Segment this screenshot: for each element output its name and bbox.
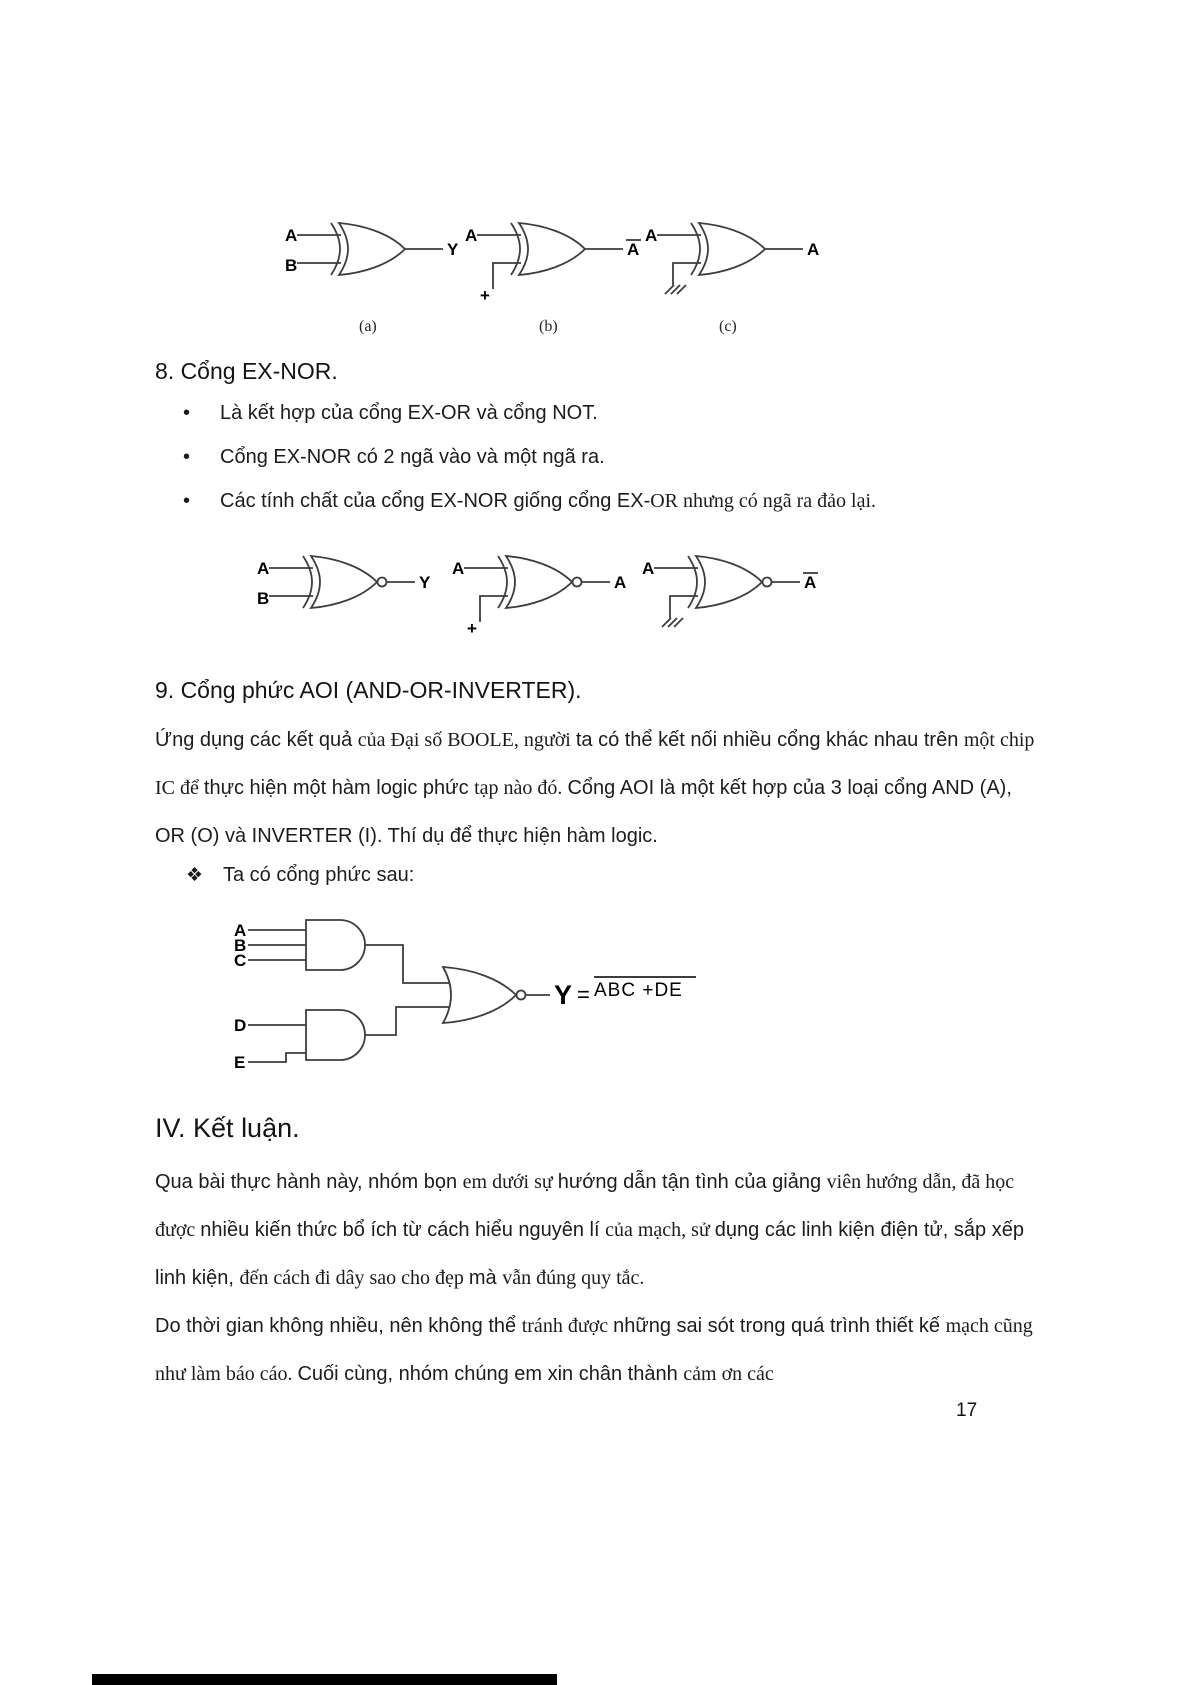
text-run: mà [468, 1267, 503, 1289]
and-gate-shape [306, 1010, 365, 1060]
text-run: Qua bài thực hành này, nhóm bọn [155, 1171, 463, 1193]
diamond-bullet-icon: ❖ [186, 865, 204, 886]
gate-output-label: A [804, 573, 817, 592]
inverter-bubble [573, 578, 582, 587]
conclusion-paragraph-1 [155, 1158, 1047, 1302]
gate-input-label: A [645, 226, 658, 245]
bullet-text [220, 446, 605, 469]
connecting-wire [365, 1007, 450, 1035]
list-item [183, 446, 1053, 490]
inverter-bubble [763, 578, 772, 587]
bullet-text [220, 402, 598, 425]
plus-symbol: + [467, 619, 477, 638]
gate-input-label: A [465, 226, 478, 245]
section-9-heading: 9. Cổng phức AOI (AND-OR-INVERTER). [155, 677, 582, 703]
exnor-gates-figure [240, 548, 820, 640]
text-run: của Đại số BOOLE, người [357, 729, 576, 751]
exor-gate-a [285, 223, 459, 335]
gate-output-label: A [627, 240, 640, 259]
text-run: Cuối cùng, nhóm chúng em xin chân thành [297, 1363, 684, 1385]
xor-gate-shape [696, 556, 762, 608]
text-run: mạch cũng như làm báo cáo. [155, 1315, 1033, 1385]
section-8-heading: 8. Cổng EX-NOR. [155, 358, 338, 384]
footer-divider-bar [92, 1674, 557, 1685]
text-run: viên hướng dẫn, đã học được [155, 1171, 1015, 1241]
text-run: Ứng dụng các kết quả [155, 729, 358, 751]
gate-input-label: A [642, 559, 655, 578]
figure-caption: (c) [719, 318, 737, 335]
text-run: của mạch, sử [605, 1219, 715, 1241]
text-run: Cổng AOI là một kết hợp của 3 loại cổng AND (A), OR (O) và INVERTER (I). Thí dụ để thực hiện hàm logic. [155, 777, 1012, 847]
pullup-wire [480, 596, 508, 622]
xor-back-arc [688, 556, 697, 608]
circuit-input-label: A [234, 921, 247, 940]
connecting-wire [365, 945, 450, 983]
gate-input-label: A [452, 559, 465, 578]
gate-input-label: B [257, 589, 270, 608]
exor-gate-b [465, 223, 641, 335]
xor-back-arc [331, 223, 340, 275]
and-gate-shape [306, 920, 365, 970]
figure-caption: (b) [539, 318, 558, 335]
xor-back-arc [511, 223, 520, 275]
xor-back-arc [498, 556, 507, 608]
section-8-bullet-list [183, 402, 1053, 534]
text-run: cảm ơn các [683, 1363, 774, 1385]
exnor-gate-a [257, 556, 431, 608]
circuit-input-label: D [234, 1016, 247, 1035]
text-run: dụng các linh kiện điện tử, sắp xếp linh kiện, [155, 1219, 1024, 1289]
text-run: Cổng EX-NOR có 2 ngã vào và một ngã ra. [220, 446, 605, 468]
xor-gate-shape [519, 223, 585, 275]
text-run: em dưới sự [462, 1171, 558, 1193]
input-wire [248, 1053, 306, 1062]
gate-input-label: A [285, 226, 298, 245]
xor-back-arc [303, 556, 312, 608]
text-run: OR nhưng có ngã ra đảo lại. [650, 490, 877, 512]
circuit-output-label: Y [554, 980, 573, 1010]
text-run: Các tính chất của cổng EX-NOR giống cổng EX- [220, 490, 651, 512]
exor-gate-c [645, 223, 819, 335]
nor-gate-shape [443, 967, 516, 1023]
ground-icon [665, 285, 686, 294]
bullet-icon: • [183, 402, 191, 424]
pullup-wire [493, 263, 521, 289]
gate-output-label: A [614, 573, 627, 592]
xor-back-arc [691, 223, 700, 275]
bullet-icon: • [183, 446, 191, 468]
section-4-heading: IV. Kết luận. [155, 1113, 300, 1143]
diamond-list-item [186, 864, 886, 887]
list-item [183, 402, 1053, 446]
bullet-icon: • [183, 490, 191, 512]
figure-caption: (a) [359, 318, 377, 335]
diamond-item-text: Ta có cổng phức sau: [223, 864, 415, 886]
text-run: hướng dẫn tận tình của giảng [557, 1171, 827, 1193]
section-9-paragraph [155, 716, 1045, 860]
xor-gate-shape [699, 223, 765, 275]
circuit-input-label: C [234, 951, 247, 970]
text-run: thực hiện một hàm logic phức [203, 777, 475, 799]
bullet-text [220, 490, 876, 513]
xor-gate-shape [311, 556, 377, 608]
exnor-gate-c [642, 556, 818, 627]
xor-gate-shape [506, 556, 572, 608]
text-run: tạp nào đó. [474, 777, 568, 799]
gate-output-label: Y [419, 573, 431, 592]
xor-gate-shape [339, 223, 405, 275]
text-run: một chip IC để [155, 729, 1035, 799]
text-run: Do thời gian không nhiều, nên không thể [155, 1315, 522, 1337]
gate-output-label: Y [447, 240, 459, 259]
plus-symbol: + [480, 286, 490, 305]
text-run: nhiều kiến thức bổ ích từ cách hiểu nguyên lí [200, 1219, 606, 1241]
text-run: những sai sót trong quá trình thiết kế [613, 1315, 946, 1337]
inverter-bubble [517, 991, 526, 1000]
aoi-circuit-figure [228, 905, 728, 1080]
text-run: tránh được [521, 1315, 614, 1337]
circuit-input-label: B [234, 936, 247, 955]
text-run: ta có thể kết nối nhiều cổng khác nhau trên [575, 729, 964, 751]
text-run: đến cách đi dây sao cho đẹp [239, 1267, 469, 1289]
inverter-bubble [378, 578, 387, 587]
gate-input-label: A [257, 559, 270, 578]
page-number: 17 [956, 1400, 978, 1421]
ground-icon [662, 618, 683, 627]
exor-gates-figure [278, 215, 823, 337]
text-run: Là kết hợp của cổng EX-OR và cổng NOT. [220, 402, 598, 424]
gate-input-label: B [285, 256, 298, 275]
exnor-gate-b [452, 556, 626, 638]
gate-output-label: A [807, 240, 820, 259]
text-run: vẫn đúng quy tắc. [502, 1267, 645, 1289]
list-item [183, 490, 1053, 534]
circuit-input-label: E [234, 1053, 246, 1072]
conclusion-paragraph-2 [155, 1302, 1047, 1398]
expression-text: ABC +DE [594, 980, 683, 1001]
equals-sign: = [577, 982, 590, 1007]
